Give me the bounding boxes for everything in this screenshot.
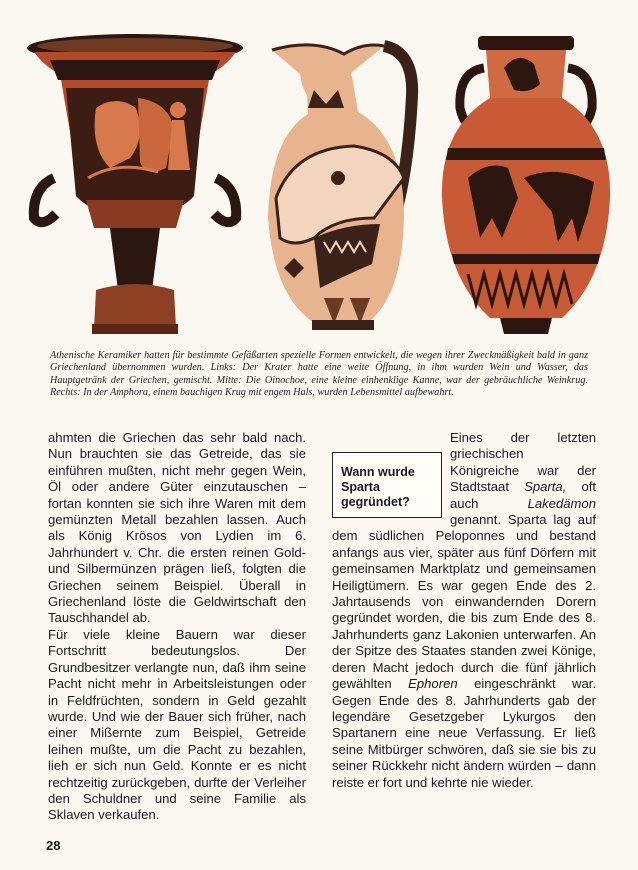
right-mid-text: oft auch — [450, 479, 596, 511]
lakedaemon-term: Lakedämon — [527, 495, 596, 511]
right-body-text: genannt. Sparta lag auf dem südlichen Peloponnes und bestand anfangs aus vier, später aus fünf Dörfern mit gemeinsamen Marktplatz und gemeinsamen Heiligtümern. Es war gegen Ende des 2. Jahrtausends von einwandernden Dorern gegründet worden, die bis zum Ende des 8. Jahrhunderts ganz Lakonien unterwarfen. An der Spitze des Staates standen zwei Könige, deren Macht jedoch durch die fünf jährlich gewählten — [332, 512, 596, 692]
figure-caption: Athenische Keramiker hatten für bestimmte Gefäßarten spezielle Formen entwickelt, die wegen ihrer Zweckmäßigkeit bald in ganz Griechenland übernommen wurden. Links: Der Krater hatte eine weite Öffnung, in ihm wurden Wein und Wasser, das Hauptgetränk der Griechen, gemischt. Mitte: Die Oinochoe, eine kleine einhenklige Kanne, war der gebräuchliche Weinkrug. Rechts: In der Amphora, einem bauchigen Krug mit engem Hals, wurden Lebensmittel aufbewahrt. — [50, 350, 588, 398]
amphora-image — [438, 28, 614, 344]
sparta-term: Sparta, — [524, 479, 567, 495]
page-number: 28 — [46, 838, 61, 853]
ephoren-term: Ephoren — [408, 676, 458, 692]
left-paragraph-1: ahmten die Griechen das sehr bald nach. Nun brauchten sie das Getreide, das sie einführen mußten, nicht mehr gegen Wein, Öl oder andere Güter einzutauschen – fortan konnten sie sich ihre Waren mit dem gemünzten Metall bezahlen lassen. Auch als König Krösos von Lydien im 6. Jahrhundert v. Chr. die ersten reinen Gold- und Silbermünzen prägen ließ, folgten die Griechen seinem Beispiel. Überall in Griechenland löste die Geldwirtschaft den Tauschhandel ab. — [48, 430, 306, 626]
left-column — [48, 430, 306, 824]
right-end-text: eingeschränkt war. Gegen Ende des 8. Jahrhunderts gab der legendäre Gesetzgeber Lykurgos den Spartanern eine neue Verfassung. Er ließ seine Mitbürger schwören, daß sie sie bis zu seiner Rückkehr nicht ändern würden – dann reiste er fort und kehrte nie wieder. — [332, 676, 597, 790]
left-paragraph-2: Für viele kleine Bauern war dieser Fortschritt bedeutungslos. Der Grundbesitzer verlangte nun, daß ihm seine Pacht nicht mehr in Arbeitsleistungen oder in Feldfrüchten, sondern in Geld gezahlt wurde. Und wie der Bauer sich früher, nach einer Mißernte zum Beispiel, Getreide leihen mußte, um die Pacht zu bezahlen, lieh er sich nun Geld. Konnte er es nicht rechtzeitig zurückgeben, durfte der Verleiher den Schuldner und seine Familie als Sklaven verkaufen. — [48, 626, 306, 823]
krater-image — [26, 28, 244, 344]
right-column — [332, 430, 596, 791]
right-intro-text: Eines der letzten griechischen Königreiche war der Stadtstaat — [450, 430, 596, 495]
vase-photo-row — [26, 28, 612, 346]
oinochoe-image — [254, 28, 426, 344]
question-box: Wann wurde Sparta gegründet? — [332, 452, 442, 518]
